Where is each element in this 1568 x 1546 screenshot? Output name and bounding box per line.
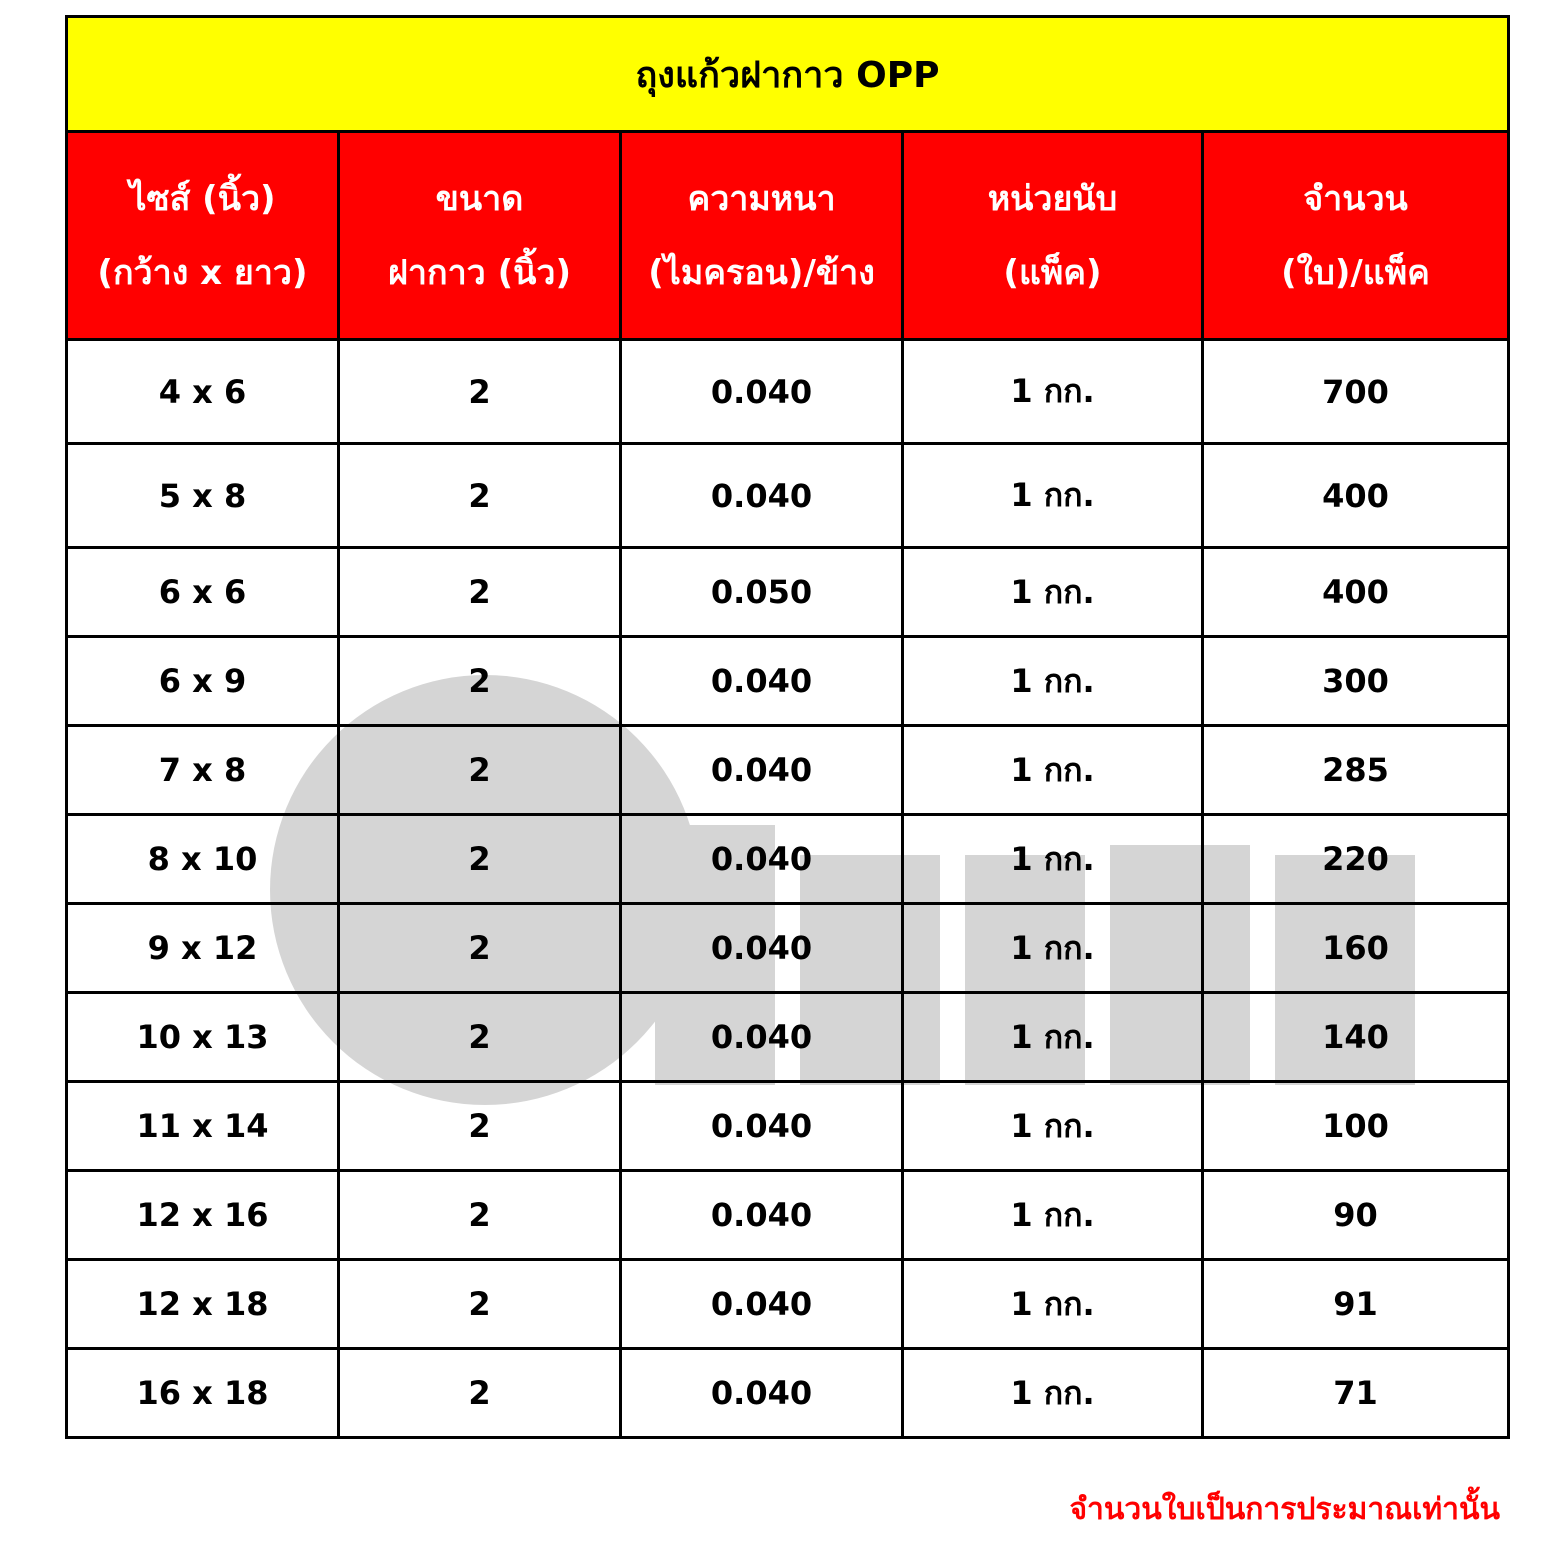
header-seal [339,132,621,340]
header-thickness [621,132,903,340]
cell-size: 7 x 8 [67,726,339,815]
header-size-line1: ไซส์ (นิ้ว) [129,178,276,219]
table-title: ถุงแก้วฝากาว OPP [67,17,1509,132]
cell-seal-width: 2 [339,726,621,815]
header-row [67,132,1509,340]
cell-size: 6 x 6 [67,548,339,637]
cell-seal-width: 2 [339,444,621,548]
cell-seal-width: 2 [339,548,621,637]
table-row [67,1260,1509,1349]
cell-pack-unit: 1 กก. [903,1171,1203,1260]
cell-pieces-per-pack: 71 [1203,1349,1509,1438]
cell-thickness: 0.040 [621,637,903,726]
cell-pieces-per-pack: 700 [1203,340,1509,444]
cell-seal-width: 2 [339,1082,621,1171]
cell-thickness: 0.040 [621,993,903,1082]
table-row [67,340,1509,444]
header-quantity [1203,132,1509,340]
cell-pieces-per-pack: 220 [1203,815,1509,904]
cell-seal-width: 2 [339,815,621,904]
table-row [67,1349,1509,1438]
cell-size: 12 x 18 [67,1260,339,1349]
cell-pack-unit: 1 กก. [903,444,1203,548]
cell-pieces-per-pack: 140 [1203,993,1509,1082]
cell-pack-unit: 1 กก. [903,340,1203,444]
cell-size: 8 x 10 [67,815,339,904]
table-row [67,444,1509,548]
cell-pack-unit: 1 กก. [903,1349,1203,1438]
cell-size: 5 x 8 [67,444,339,548]
cell-pieces-per-pack: 91 [1203,1260,1509,1349]
cell-thickness: 0.050 [621,548,903,637]
cell-thickness: 0.040 [621,726,903,815]
cell-seal-width: 2 [339,1171,621,1260]
cell-thickness: 0.040 [621,444,903,548]
cell-seal-width: 2 [339,340,621,444]
cell-seal-width: 2 [339,637,621,726]
header-size-line2: (กว้าง x ยาว) [97,252,308,293]
table-row [67,993,1509,1082]
cell-pieces-per-pack: 400 [1203,548,1509,637]
header-size [67,132,339,340]
table-row [67,1171,1509,1260]
cell-size: 12 x 16 [67,1171,339,1260]
header-seal-line1: ขนาด [435,178,524,219]
header-thickness-line2: (ไมครอน)/ข้าง [648,252,875,293]
cell-pieces-per-pack: 300 [1203,637,1509,726]
cell-pack-unit: 1 กก. [903,1082,1203,1171]
cell-pack-unit: 1 กก. [903,548,1203,637]
cell-seal-width: 2 [339,993,621,1082]
cell-pack-unit: 1 กก. [903,726,1203,815]
cell-thickness: 0.040 [621,340,903,444]
cell-size: 16 x 18 [67,1349,339,1438]
header-unit-line2: (แพ็ค) [1003,252,1102,293]
cell-pack-unit: 1 กก. [903,637,1203,726]
cell-size: 11 x 14 [67,1082,339,1171]
title-row [67,17,1509,132]
cell-thickness: 0.040 [621,1082,903,1171]
price-table-sheet [65,15,1507,1439]
cell-seal-width: 2 [339,1349,621,1438]
cell-pieces-per-pack: 400 [1203,444,1509,548]
cell-size: 10 x 13 [67,993,339,1082]
cell-thickness: 0.040 [621,815,903,904]
header-seal-line2: ฝากาว (นิ้ว) [387,252,572,293]
cell-pieces-per-pack: 100 [1203,1082,1509,1171]
footnote: จำนวนใบเป็นการประมาณเท่านั้น [1069,1492,1500,1527]
header-unit-line1: หน่วยนับ [987,178,1118,219]
header-unit [903,132,1203,340]
cell-pack-unit: 1 กก. [903,815,1203,904]
cell-thickness: 0.040 [621,1349,903,1438]
cell-seal-width: 2 [339,904,621,993]
cell-size: 4 x 6 [67,340,339,444]
cell-thickness: 0.040 [621,904,903,993]
cell-pack-unit: 1 กก. [903,904,1203,993]
cell-pack-unit: 1 กก. [903,1260,1203,1349]
table-row [67,726,1509,815]
table-row [67,637,1509,726]
cell-size: 6 x 9 [67,637,339,726]
cell-pieces-per-pack: 160 [1203,904,1509,993]
cell-seal-width: 2 [339,1260,621,1349]
table-row [67,815,1509,904]
header-quantity-line2: (ใบ)/แพ็ค [1281,252,1430,293]
header-thickness-line1: ความหนา [687,178,836,219]
cell-pieces-per-pack: 90 [1203,1171,1509,1260]
header-quantity-line1: จำนวน [1303,178,1408,219]
product-table [65,15,1510,1439]
cell-size: 9 x 12 [67,904,339,993]
table-row [67,548,1509,637]
cell-pieces-per-pack: 285 [1203,726,1509,815]
table-row [67,904,1509,993]
cell-thickness: 0.040 [621,1260,903,1349]
cell-pack-unit: 1 กก. [903,993,1203,1082]
table-row [67,1082,1509,1171]
cell-thickness: 0.040 [621,1171,903,1260]
table-body [67,340,1509,1438]
